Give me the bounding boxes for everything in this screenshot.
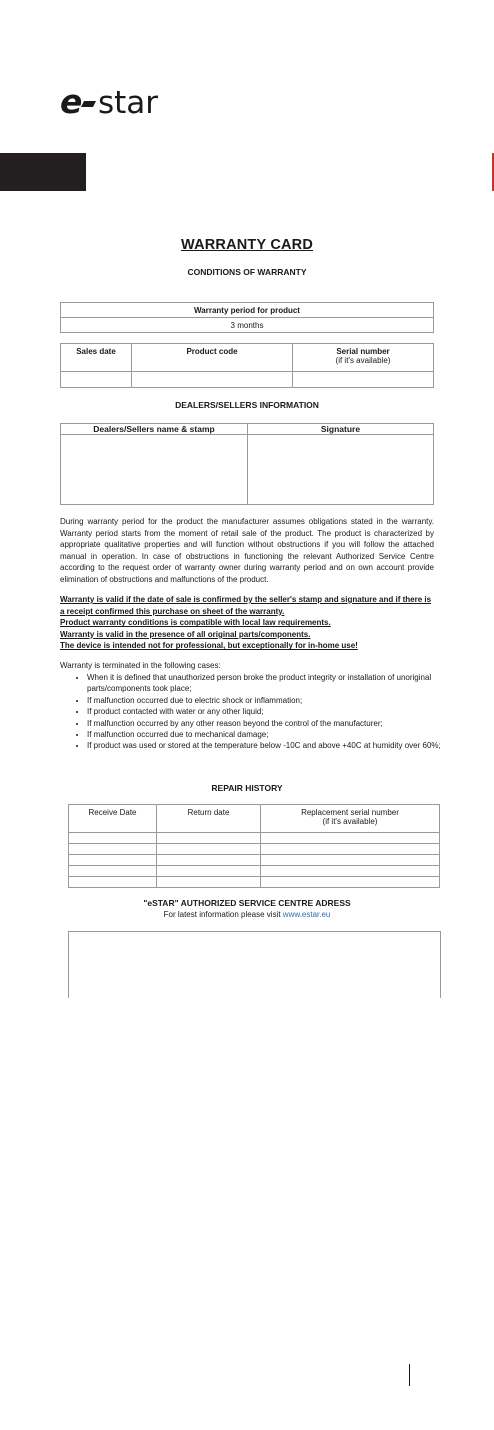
estar-link[interactable]: www.estar.eu (282, 910, 331, 919)
repair-cell[interactable] (261, 833, 440, 844)
replacement-serial-label: Replacement serial number (301, 808, 399, 817)
period-value: 3 months (61, 318, 434, 333)
dealer-stamp-cell[interactable] (61, 435, 248, 505)
service-subtext-label: For latest information please visit (163, 910, 283, 919)
serial-number-label: Serial number (336, 347, 390, 356)
serial-number-cell[interactable] (293, 372, 434, 388)
warranty-paragraph: During warranty period for the product the manufacturer assumes obligations stated in the warranty. Warranty period starts from the moment of retail sale of the product. The product is characterized by appropriate qualitative properties and will function without obstructions if you will follow the attached manual in operation. In case of obstructions in functioning the relevant Authorized Service Centre according to the request order of warranty owner during warranty period and on own account provide elimination of obstructions and malfunctions of the product. (60, 517, 434, 584)
svg-text:e: e (60, 82, 83, 121)
service-heading: "eSTAR" AUTHORIZED SERVICE CENTRE ADRESS (143, 898, 351, 908)
repair-cell[interactable] (69, 844, 157, 855)
signature-cell[interactable] (248, 435, 434, 505)
sales-date-header: Sales date (61, 344, 132, 372)
termination-item: • If malfunction occurred due to mechanical damage; (87, 729, 461, 740)
estar-logo (60, 82, 190, 122)
repair-cell[interactable] (261, 855, 440, 866)
serial-number-header (293, 344, 434, 372)
repair-cell[interactable] (157, 833, 261, 844)
service-subtext (0, 910, 494, 919)
signature-header: Signature (248, 424, 434, 435)
replacement-serial-header (261, 805, 440, 833)
repair-cell[interactable] (69, 866, 157, 877)
page-title: WARRANTY CARD (180, 237, 314, 253)
repair-cell[interactable] (157, 855, 261, 866)
product-code-cell[interactable] (132, 372, 293, 388)
repair-cell[interactable] (69, 855, 157, 866)
repair-cell[interactable] (261, 877, 440, 888)
sales-date-cell[interactable] (61, 372, 132, 388)
period-label: Warranty period for product (61, 303, 434, 318)
receive-date-header: Receive Date (69, 805, 157, 833)
repair-table (68, 804, 440, 888)
termination-item: • If malfunction occurred by any other reason beyond the control of the manufacturer; (87, 718, 461, 729)
condition-line: Product warranty conditions is compatible with local law requirements. (60, 618, 331, 628)
repair-cell[interactable] (69, 833, 157, 844)
warranty-conditions (60, 594, 434, 652)
termination-intro: Warranty is terminated in the following cases: (60, 661, 221, 670)
repair-cell[interactable] (69, 877, 157, 888)
termination-item: • If product was used or stored at the temperature below -10C and above +40C at humidity over 60%; (87, 740, 461, 751)
product-code-header: Product code (132, 344, 293, 372)
condition-line: Warranty is valid in the presence of all original parts/components. (60, 629, 311, 639)
sales-table (60, 343, 434, 388)
warranty-period-table (60, 302, 434, 333)
svg-text:star: star (98, 85, 159, 121)
repair-heading: REPAIR HISTORY (211, 783, 283, 793)
dealer-name-header: Dealers/Sellers name & stamp (61, 424, 248, 435)
serial-number-note: (if it's available) (335, 356, 391, 365)
termination-item: • When it is defined that unauthorized person broke the product integrity or installation of unoriginal parts/components took place; (87, 672, 461, 695)
condition-line: Warranty is valid if the date of sale is confirmed by the seller's stamp and signature and if there is a receipt confirmed this purchase on sheet of the warranty. (60, 595, 432, 616)
repair-cell[interactable] (261, 844, 440, 855)
repair-cell[interactable] (157, 866, 261, 877)
termination-item: • If product contacted with water or any other liquid; (87, 706, 461, 717)
dealers-table (60, 423, 434, 505)
termination-item: • If malfunction occurred due to electric shock or inflammation; (87, 695, 461, 706)
page-subtitle: CONDITIONS OF WARRANTY (187, 267, 307, 277)
return-date-header: Return date (157, 805, 261, 833)
page-divider (409, 1364, 410, 1386)
header-tab (0, 153, 86, 191)
service-address-box[interactable] (68, 931, 441, 998)
termination-list (60, 672, 461, 752)
condition-line: The device is intended not for professional, but exceptionally for in-home use! (60, 641, 358, 651)
repair-cell[interactable] (157, 877, 261, 888)
dealers-heading: DEALERS/SELLERS INFORMATION (175, 400, 319, 410)
repair-cell[interactable] (157, 844, 261, 855)
replacement-serial-note: (if it's available) (322, 817, 378, 826)
repair-cell[interactable] (261, 866, 440, 877)
